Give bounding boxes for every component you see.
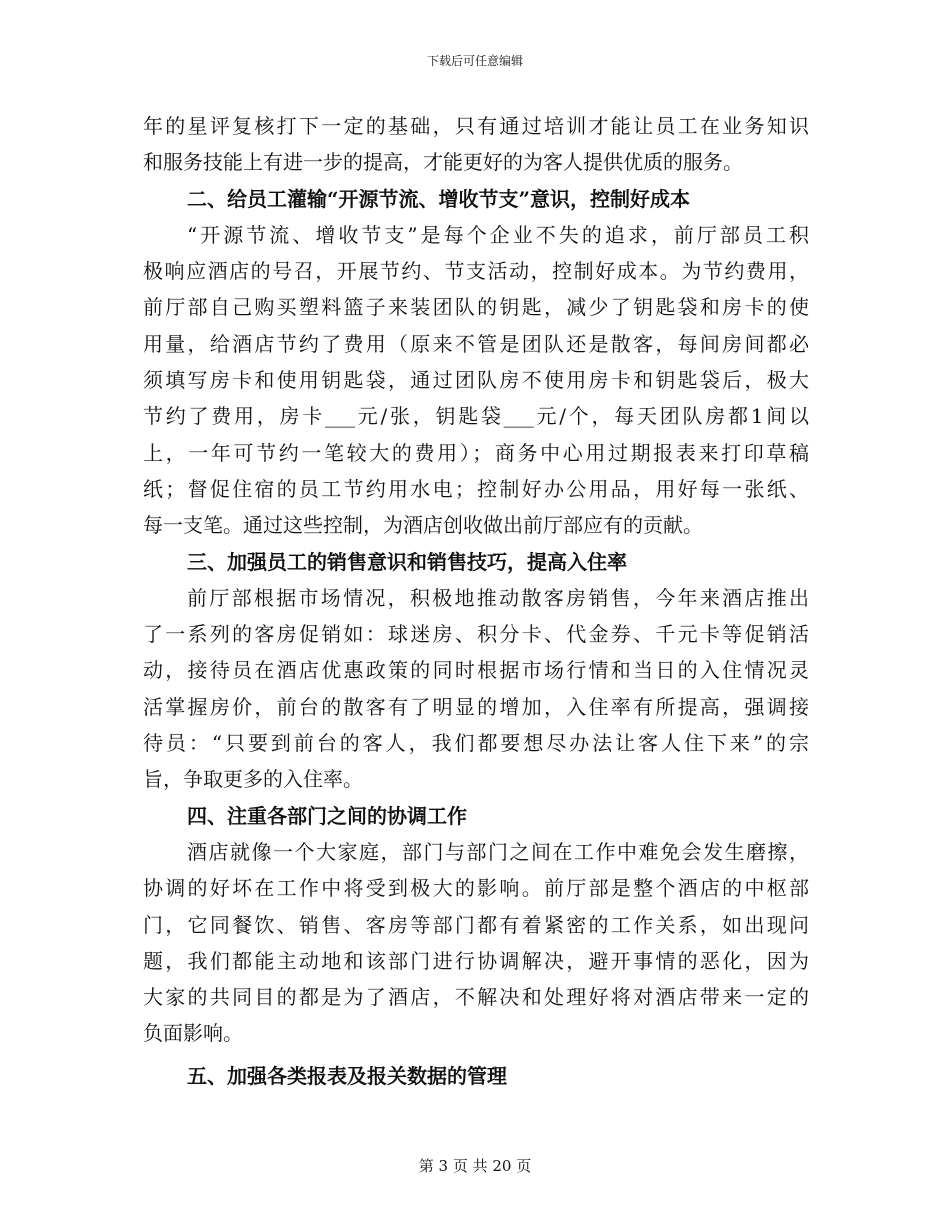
paragraph-line: 须填写房卡和使用钥匙袋，通过团队房不使用房卡和钥匙袋后，极大 [143,368,809,393]
paragraph-line: 纸；督促住宿的员工节约用水电；控制好办公用品，用好每一张纸、 [143,476,809,501]
paragraph-line: 前厅部根据市场情况，积极地推动散客房销售，今年来酒店推出 [187,585,809,610]
page-header: 下载后可任意编辑 [426,54,523,68]
section-heading: 四、注重各部门之间的协调工作 [187,803,467,828]
section-heading: 三、加强员工的销售意识和销售技巧，提高入住率 [187,549,627,574]
paragraph-line: 旨，争取更多的入住率。 [143,767,363,792]
paragraph-line: 待员：“只要到前台的客人，我们都要想尽办法让客人住下来”的宗 [143,731,809,756]
paragraph-line: 酒店就像一个大家庭，部门与部门之间在工作中难免会发生磨擦， [187,839,809,864]
section-heading: 五、加强各类报表及报关数据的管理 [187,1063,507,1088]
paragraph-line: 上，一年可节约一笔较大的费用）；商务中心用过期报表来打印草稿 [143,440,809,465]
section-heading: 二、给员工灌输“开源节流、增收节支”意识，控制好成本 [187,186,691,211]
paragraph-line: 前厅部自己购买塑料篮子来装团队的钥匙，减少了钥匙袋和房卡的使 [143,295,809,320]
paragraph-line: 和服务技能上有进一步的提高，才能更好的为客人提供优质的服务。 [143,150,743,175]
paragraph-line: 负面影响。 [143,1021,243,1046]
page-footer: 第 3 页 共 20 页 [418,1157,532,1175]
paragraph-line: 协调的好坏在工作中将受到极大的影响。前厅部是整个酒店的中枢部 [143,876,809,901]
paragraph-line: 年的星评复核打下一定的基础，只有通过培训才能让员工在业务知识 [143,114,809,138]
paragraph-line: 门，它同餐饮、销售、客房等部门都有着紧密的工作关系，如出现问 [143,912,809,937]
paragraph-line: 题，我们都能主动地和该部门进行协调解决，避开事情的恶化，因为 [143,948,809,973]
paragraph-line: 了一系列的客房促销如：球迷房、积分卡、代金券、千元卡等促销活 [143,622,809,647]
paragraph-line: 节约了费用，房卡___元/张，钥匙袋___元/个，每天团队房都1间以 [143,404,809,429]
paragraph-line: 极响应酒店的号召，开展节约、节支活动，控制好成本。为节约费用， [143,259,809,284]
paragraph-line: 每一支笔。通过这些控制，为酒店创收做出前厅部应有的贡献。 [143,513,703,538]
paragraph-line: 动，接待员在酒店优惠政策的同时根据市场行情和当日的入住情况灵 [143,658,809,683]
document-body [143,108,809,1094]
paragraph-line: “开源节流、增收节支”是每个企业不失的追求，前厅部员工积 [187,222,809,247]
paragraph-line: 大家的共同目的都是为了酒店，不解决和处理好将对酒店带来一定的 [143,985,809,1010]
paragraph-line: 活掌握房价，前台的散客有了明显的增加，入住率有所提高，强调接 [143,694,809,719]
paragraph-line: 用量，给酒店节约了费用（原来不管是团队还是散客，每间房间都必 [143,331,809,356]
